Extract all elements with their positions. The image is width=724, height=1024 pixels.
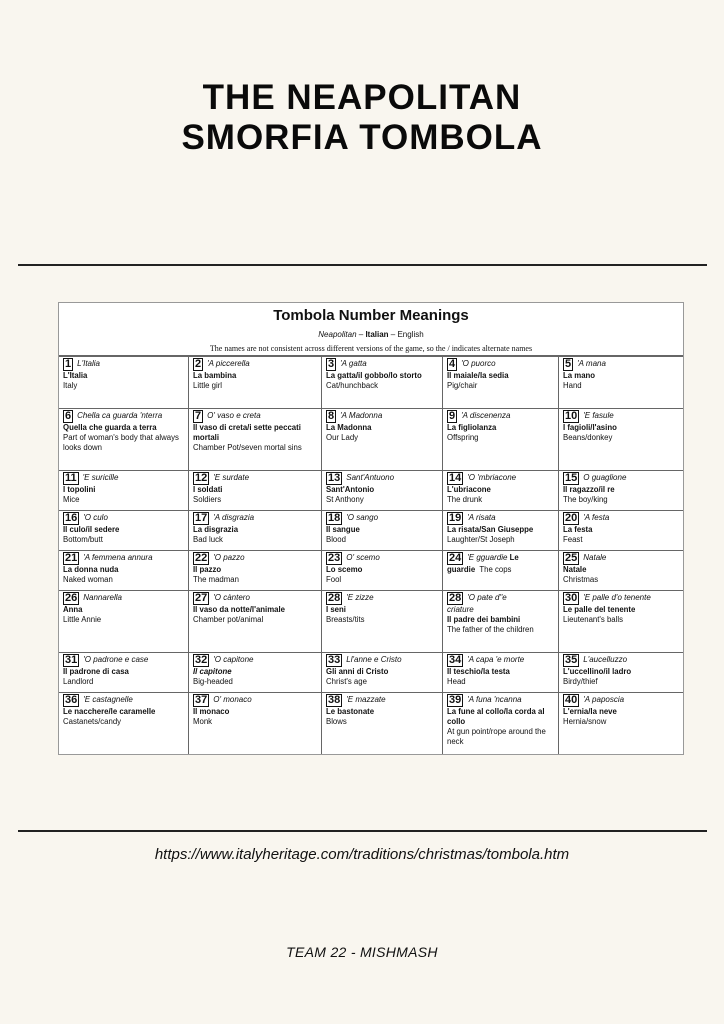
- cell-neapolitan: L'aucelluzzo: [583, 655, 628, 664]
- cell-neapolitan: 'A paposcia: [583, 695, 625, 704]
- table-row: [59, 357, 685, 409]
- cell-neapolitan: 'A piccerella: [207, 359, 250, 368]
- number-cell: [59, 693, 189, 755]
- cell-italian: Il ragazzo/il re: [563, 485, 615, 494]
- cell-neapolitan: O' monaco: [213, 695, 252, 704]
- cell-italian: La gatta/il gobbo/lo storto: [326, 371, 422, 380]
- cell-english: Chamber pot/animal: [193, 615, 264, 624]
- cell-number: 18: [328, 512, 341, 524]
- cell-neapolitan: 'A festa: [583, 513, 610, 522]
- cell-english: Big-headed: [193, 677, 233, 686]
- cell-english: Chamber Pot/seven mortal sins: [193, 443, 302, 452]
- cell-number: 34: [449, 654, 462, 666]
- cell-english: The boy/king: [563, 495, 608, 504]
- number-cell: [559, 653, 685, 693]
- number-cell: [59, 591, 189, 653]
- table-row: [59, 591, 685, 653]
- cell-italian: I seni: [326, 605, 346, 614]
- subtitle-english: English: [397, 330, 424, 339]
- cell-header: [447, 552, 554, 565]
- cell-neapolitan: L'Italia: [77, 359, 100, 368]
- cell-english: Beans/donkey: [563, 433, 613, 442]
- cell-neapolitan: 'O culo: [83, 513, 108, 522]
- number-cell: [59, 511, 189, 551]
- cell-neapolitan: 'O padrone e case: [83, 655, 149, 664]
- cell-number: 6: [65, 410, 72, 422]
- cell-number: 15: [565, 472, 578, 484]
- cell-italian: La mano: [563, 371, 596, 380]
- number-cell: [322, 471, 443, 511]
- cell-number: 7: [195, 410, 202, 422]
- cell-number: 16: [65, 512, 78, 524]
- cell-header: [563, 358, 680, 371]
- cell-italian: Le bastonate: [326, 707, 375, 716]
- cell-neapolitan: 'O puorco: [461, 359, 496, 368]
- cell-italian: Il culo/il sedere: [63, 525, 120, 534]
- cell-header: [447, 358, 554, 371]
- cell-neapolitan: Ll'anne e Cristo: [346, 655, 402, 664]
- cell-neapolitan: 'A gatta: [340, 359, 367, 368]
- cell-english: Mice: [63, 495, 80, 504]
- cell-italian: La festa: [563, 525, 593, 534]
- cell-english: The father of the children: [447, 625, 534, 634]
- cell-italian: Sant'Antonio: [326, 485, 375, 494]
- cell-english: Soldiers: [193, 495, 222, 504]
- cell-neapolitan: 'A funa 'ncanna: [467, 695, 522, 704]
- cell-italian: La fune al collo/la corda al collo: [447, 707, 545, 726]
- divider-top: [18, 264, 707, 266]
- cell-english: At gun point/rope around the neck: [447, 727, 546, 746]
- number-cell: [189, 591, 322, 653]
- cell-english: Offspring: [447, 433, 479, 442]
- number-cell: [559, 511, 685, 551]
- number-cell: [559, 357, 685, 409]
- number-cell: [322, 653, 443, 693]
- cell-english: Bad luck: [193, 535, 223, 544]
- cell-header: [563, 552, 680, 565]
- cell-number: 3: [328, 358, 335, 370]
- cell-number: 39: [449, 694, 462, 706]
- cell-number: 22: [195, 552, 208, 564]
- number-cell: [59, 357, 189, 409]
- cell-neapolitan: 'E mazzate: [346, 695, 386, 704]
- cell-english: The drunk: [447, 495, 483, 504]
- cell-number: 27: [195, 592, 208, 604]
- cell-header: [193, 592, 317, 605]
- cell-english: The madman: [193, 575, 239, 584]
- number-cell: [443, 551, 559, 591]
- sheet-title: Tombola Number Meanings: [273, 307, 469, 324]
- table-row: [59, 471, 685, 511]
- subtitle-sep-1: –: [356, 330, 366, 339]
- number-cell: [189, 409, 322, 471]
- page-title: [0, 78, 724, 158]
- cell-header: [563, 410, 680, 423]
- cell-number: 38: [328, 694, 341, 706]
- cell-english: Landlord: [63, 677, 94, 686]
- cell-header: [563, 592, 680, 605]
- cell-italian: Natale: [563, 565, 587, 574]
- cell-header: [563, 654, 680, 667]
- table-row: [59, 409, 685, 471]
- cell-header: [447, 410, 554, 423]
- cell-italian: La figliolanza: [447, 423, 497, 432]
- cell-italian: Le palle del tenente: [563, 605, 636, 614]
- number-cell: [59, 551, 189, 591]
- cell-number: 5: [565, 358, 572, 370]
- number-cell: [559, 551, 685, 591]
- cell-neapolitan: 'E fasule: [583, 411, 614, 420]
- cell-number: 20: [565, 512, 578, 524]
- cell-english: Monk: [193, 717, 213, 726]
- cell-number: 14: [449, 472, 462, 484]
- cell-header: [63, 410, 184, 423]
- cell-header: [193, 358, 317, 371]
- cell-neapolitan: 'A discenenza: [461, 411, 511, 420]
- subtitle-italian: Italian: [365, 330, 389, 339]
- cell-number: 40: [565, 694, 578, 706]
- number-cell: [443, 471, 559, 511]
- cell-number: 23: [328, 552, 341, 564]
- cell-header: [63, 358, 184, 371]
- title-line-1: THE NEAPOLITAN: [202, 78, 522, 117]
- cell-number: 17: [195, 512, 208, 524]
- cell-neapolitan: 'A risata: [467, 513, 496, 522]
- number-cell: [59, 409, 189, 471]
- cell-english: Little girl: [193, 381, 223, 390]
- number-cell: [322, 551, 443, 591]
- cell-number: 26: [65, 592, 78, 604]
- cell-header: [326, 410, 438, 423]
- number-cell: [322, 409, 443, 471]
- number-cell: [322, 511, 443, 551]
- cell-neapolitan: 'E suricille: [82, 473, 119, 482]
- cell-header: [447, 654, 554, 667]
- cell-italian: I topolini: [63, 485, 96, 494]
- table-row: [59, 693, 685, 755]
- cell-italian: Quella che guarda a terra: [63, 423, 157, 432]
- cell-number: 25: [565, 552, 578, 564]
- table-row: [59, 551, 685, 591]
- source-url[interactable]: https://www.italyheritage.com/traditions/christmas/tombola.htm: [154, 846, 570, 863]
- meanings-table: [58, 356, 684, 755]
- cell-italian: Il capitone: [193, 667, 232, 676]
- cell-number: 4: [449, 358, 456, 370]
- divider-bottom: [18, 830, 707, 832]
- cell-neapolitan: 'O pazzo: [213, 553, 245, 562]
- cell-english: Cat/hunchback: [326, 381, 379, 390]
- cell-english: Our Lady: [326, 433, 359, 442]
- cell-italian: Gli anni di Cristo: [326, 667, 389, 676]
- cell-neapolitan: 'O pate d"e: [467, 593, 507, 602]
- cell-header: [63, 592, 184, 605]
- number-cell: [189, 471, 322, 511]
- number-cell: [322, 591, 443, 653]
- cell-neapolitan: 'A capa 'e morte: [467, 655, 525, 664]
- table-row: [59, 653, 685, 693]
- cell-header: [563, 694, 680, 707]
- cell-english: The cops: [479, 565, 512, 574]
- cell-header: [63, 552, 184, 565]
- number-cell: [189, 653, 322, 693]
- cell-italian: L'Italia: [63, 371, 88, 380]
- sheet-note: The names are not consistent across different versions of the game, so the / indicates alternate names: [59, 344, 683, 356]
- cell-number: 2: [195, 358, 202, 370]
- cell-neapolitan: Natale: [583, 553, 607, 562]
- number-cell: [443, 511, 559, 551]
- number-cell: [189, 511, 322, 551]
- cell-english: Lieutenant's balls: [563, 615, 624, 624]
- cell-number: 12: [195, 472, 208, 484]
- sheet-subtitle: [59, 330, 683, 340]
- cell-neapolitan: 'A Madonna: [340, 411, 383, 420]
- cell-number: 24: [449, 552, 462, 564]
- cell-italian: La disgrazia: [193, 525, 239, 534]
- cell-number: 28: [328, 592, 341, 604]
- cell-header: [193, 410, 317, 423]
- cell-english: Castanets/candy: [63, 717, 122, 726]
- cell-english: Breasts/tits: [326, 615, 365, 624]
- cell-english: Little Annie: [63, 615, 102, 624]
- number-cell: [443, 693, 559, 755]
- cell-neapolitan: 'E castagnelle: [83, 695, 133, 704]
- cell-number: 13: [328, 472, 341, 484]
- cell-neapolitan: 'E palle d'o tenente: [583, 593, 651, 602]
- cell-italian: La donna nuda: [63, 565, 119, 574]
- cell-italian: Il padrone di casa: [63, 667, 129, 676]
- number-cell: [443, 357, 559, 409]
- cell-number: 35: [565, 654, 578, 666]
- cell-italian: Il vaso di creta/i sette peccati mortali: [193, 423, 301, 442]
- cell-italian: Il teschio/la testa: [447, 667, 510, 676]
- cell-italian: I soldati: [193, 485, 223, 494]
- cell-header: [193, 512, 317, 525]
- cell-english: Hand: [563, 381, 582, 390]
- number-cell: [59, 653, 189, 693]
- cell-header: [63, 694, 184, 707]
- title-line-2: SMORFIA TOMBOLA: [181, 118, 543, 157]
- cell-header: [326, 694, 438, 707]
- cell-neapolitan: O guaglione: [583, 473, 627, 482]
- cell-number: 9: [449, 410, 456, 422]
- cell-header: [326, 358, 438, 371]
- cell-english: Christ's age: [326, 677, 367, 686]
- cell-neapolitan: 'A mana: [577, 359, 606, 368]
- cell-italian: Anna: [63, 605, 83, 614]
- subtitle-sep-2: –: [388, 330, 398, 339]
- cell-english: Laughter/St Joseph: [447, 535, 515, 544]
- cell-number: 30: [565, 592, 578, 604]
- cell-italian: Il vaso da notte/l'animale: [193, 605, 285, 614]
- cell-english: Hernia/snow: [563, 717, 607, 726]
- cell-neapolitan: 'O capitone: [213, 655, 254, 664]
- cell-neapolitan: Chella ca guarda 'nterra: [77, 411, 163, 420]
- cell-number: 31: [65, 654, 78, 666]
- cell-header: [447, 694, 554, 707]
- cell-english: Birdy/thief: [563, 677, 598, 686]
- cell-english: Bottom/butt: [63, 535, 103, 544]
- number-cell: [189, 693, 322, 755]
- number-cell: [443, 653, 559, 693]
- cell-italian: Il maiale/la sedia: [447, 371, 509, 380]
- cell-number: 37: [195, 694, 208, 706]
- cell-header: [193, 552, 317, 565]
- number-cell: [443, 409, 559, 471]
- cell-italian: La bambina: [193, 371, 237, 380]
- cell-neapolitan: 'O 'mbriacone: [467, 473, 517, 482]
- cell-english: Feast: [563, 535, 583, 544]
- cell-header: [447, 472, 554, 485]
- cell-neapolitan: 'E gguardie: [467, 553, 508, 562]
- cell-header: [563, 512, 680, 525]
- cell-neapolitan: Nannarella: [83, 593, 122, 602]
- cell-neapolitan: 'O sango: [346, 513, 379, 522]
- cell-italian: Lo scemo: [326, 565, 363, 574]
- cell-number: 36: [65, 694, 78, 706]
- cell-neapolitan: 'A disgrazia: [213, 513, 255, 522]
- number-cell: [189, 551, 322, 591]
- cell-header: [447, 512, 554, 525]
- cell-header: [193, 654, 317, 667]
- cell-header: [63, 472, 184, 485]
- number-cell: [559, 591, 685, 653]
- cell-header: [326, 512, 438, 525]
- cell-neapolitan: 'E surdate: [213, 473, 250, 482]
- cell-italian: La Madonna: [326, 423, 372, 432]
- number-cell: [59, 471, 189, 511]
- cell-italian: Il monaco: [193, 707, 230, 716]
- cell-neapolitan: O' vaso e creta: [207, 411, 261, 420]
- cell-english: Head: [447, 677, 466, 686]
- number-cell: [322, 693, 443, 755]
- cell-english: Blood: [326, 535, 346, 544]
- cell-english: Naked woman: [63, 575, 113, 584]
- cell-english: St Anthony: [326, 495, 364, 504]
- cell-number: 10: [565, 410, 578, 422]
- cell-neapolitan: O' scemo: [346, 553, 380, 562]
- cell-italian: La risata/San Giuseppe: [447, 525, 534, 534]
- cell-number: 1: [65, 358, 72, 370]
- cell-number: 8: [328, 410, 335, 422]
- cell-italian: Il pazzo: [193, 565, 222, 574]
- number-cell: [322, 357, 443, 409]
- cell-italian: L'ubriacone: [447, 485, 491, 494]
- cell-neapolitan: Sant'Antuono: [346, 473, 395, 482]
- cell-italian: Il sangue: [326, 525, 360, 534]
- cell-header: [326, 592, 438, 605]
- cell-neapolitan-cont: criature: [447, 605, 474, 614]
- cell-number: 19: [449, 512, 462, 524]
- number-cell: [443, 591, 559, 653]
- cell-number: 28: [449, 592, 462, 604]
- number-cell: [559, 693, 685, 755]
- cell-number: 21: [65, 552, 78, 564]
- cell-italian: Il padre dei bambini: [447, 615, 521, 624]
- cell-header: [63, 512, 184, 525]
- cell-header: [326, 654, 438, 667]
- cell-neapolitan: 'O càntero: [213, 593, 250, 602]
- number-cell: [559, 471, 685, 511]
- number-cell: [189, 357, 322, 409]
- cell-english: Italy: [63, 381, 78, 390]
- cell-neapolitan: 'E zizze: [346, 593, 374, 602]
- number-cell: [559, 409, 685, 471]
- cell-header: [563, 472, 680, 485]
- cell-italian: Le nacchere/le caramelle: [63, 707, 156, 716]
- cell-italian-inline: Le: [509, 553, 519, 562]
- cell-header: [63, 654, 184, 667]
- cell-header: [447, 592, 554, 605]
- cell-english: Part of woman's body that always looks down: [63, 433, 179, 452]
- subtitle-neapolitan: Neapolitan: [318, 330, 357, 339]
- cell-italian: L'ernia/la neve: [563, 707, 617, 716]
- cell-english: Fool: [326, 575, 342, 584]
- cell-header: [326, 552, 438, 565]
- cell-english: Christmas: [563, 575, 599, 584]
- cell-italian: guardie: [447, 565, 476, 574]
- cell-italian: L'uccellino/il ladro: [563, 667, 632, 676]
- cell-english: Blows: [326, 717, 347, 726]
- cell-header: [326, 472, 438, 485]
- cell-header: [193, 694, 317, 707]
- cell-english: Pig/chair: [447, 381, 478, 390]
- cell-number: 32: [195, 654, 208, 666]
- footer-credit: TEAM 22 - MISHMASH: [286, 944, 438, 960]
- cell-italian: I fagioli/l'asino: [563, 423, 617, 432]
- tombola-sheet: [58, 302, 684, 755]
- cell-header: [193, 472, 317, 485]
- cell-number: 33: [328, 654, 341, 666]
- cell-number: 11: [65, 472, 77, 484]
- table-row: [59, 511, 685, 551]
- cell-neapolitan: 'A femmena annura: [83, 553, 153, 562]
